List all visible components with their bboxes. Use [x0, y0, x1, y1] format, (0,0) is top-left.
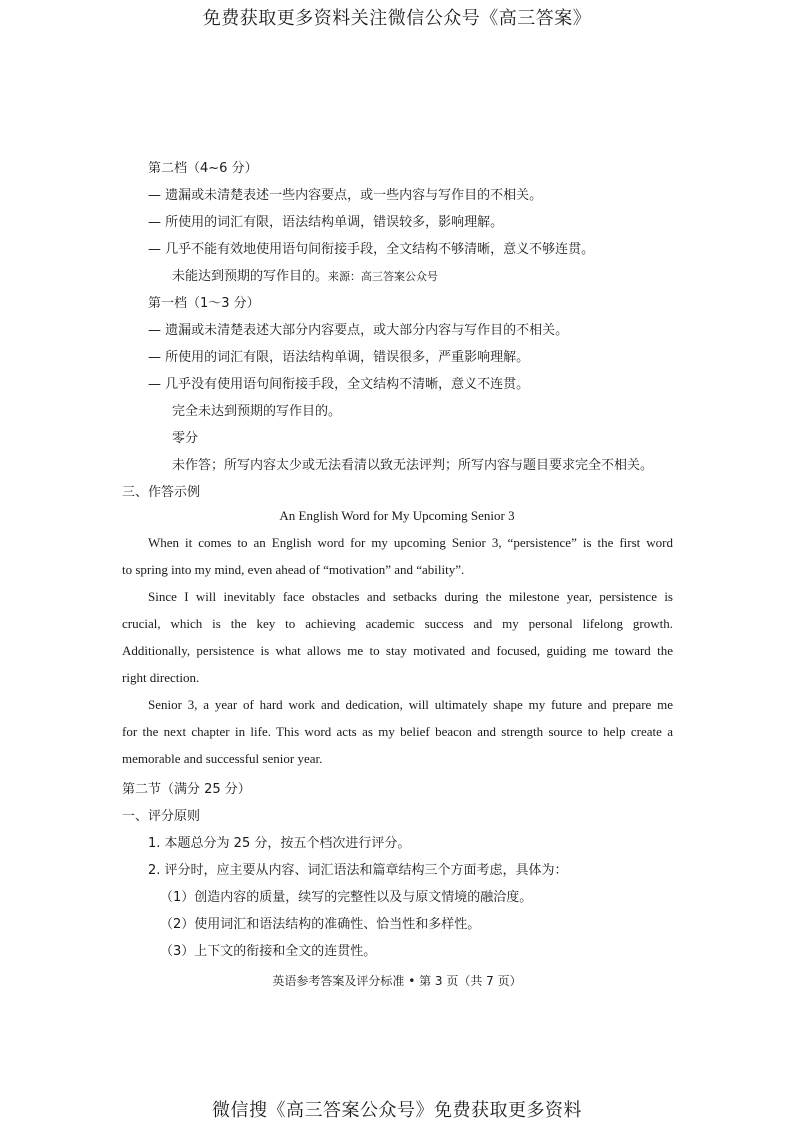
- principle-item-2: 2. 评分时，应主要从内容、词汇语法和篇章结构三个方面考虑，具体为：: [148, 863, 568, 878]
- grade1-note: 完全未达到预期的写作目的。: [172, 404, 342, 419]
- principle-item-1: 1. 本题总分为 25 分，按五个档次进行评分。: [148, 836, 411, 851]
- essay-line: right direction.: [122, 670, 200, 685]
- grade2-item-1: — 遗漏或未清楚表述一些内容要点，或一些内容与写作目的不相关。: [148, 188, 543, 203]
- zero-heading: 零分: [172, 431, 199, 446]
- section2-heading: 第二节（满分 25 分）: [122, 782, 251, 797]
- grade1-item-1: — 遗漏或未清楚表述大部分内容要点，或大部分内容与写作目的不相关。: [148, 323, 569, 338]
- essay-line: Senior 3, a year of hard work and dedication, will ultimately shape my future and prepare me: [148, 697, 673, 712]
- grade1-item-2: — 所使用的词汇有限，语法结构单调，错误很多，严重影响理解。: [148, 350, 530, 365]
- grade2-note-main: 未能达到预期的写作目的。: [172, 269, 329, 284]
- grade2-note: [172, 265, 438, 284]
- essay-line: to spring into my mind, even ahead of “motivation” and “ability”.: [122, 562, 465, 577]
- grade2-heading: 第二档（4~6 分）: [148, 161, 258, 176]
- essay-line: crucial, which is the key to achieving academic success and my personal lifelong growth.: [122, 616, 673, 631]
- zero-text: 未作答；所写内容太少或无法看清以致无法评判；所写内容与题目要求完全不相关。: [172, 458, 654, 473]
- principle-sub-item-2: （2）使用词汇和语法结构的准确性、恰当性和多样性。: [160, 917, 481, 932]
- grade1-heading: 第一档（1～3 分）: [148, 296, 260, 311]
- essay-line: for the next chapter in life. This word acts as my belief beacon and strength source to help create a: [122, 724, 673, 739]
- essay-line: memorable and successful senior year.: [122, 751, 323, 766]
- principle-heading: 一、评分原则: [122, 809, 201, 824]
- bottom-banner: 微信搜《高三答案公众号》免费获取更多资料: [212, 1100, 582, 1121]
- essay-title: An English Word for My Upcoming Senior 3: [279, 508, 515, 523]
- essay-line: Since I will inevitably face obstacles and setbacks during the milestone year, persistence is: [148, 589, 673, 604]
- source-note: 来源：高三答案公众号: [328, 270, 439, 283]
- top-banner: 免费获取更多资料关注微信公众号《高三答案》: [202, 8, 592, 29]
- grade1-item-3: — 几乎没有使用语句间衔接手段，全文结构不清晰，意义不连贯。: [148, 377, 530, 392]
- principle-sub-item-1: （1）创造内容的质量，续写的完整性以及与原文情境的融洽度。: [160, 890, 533, 905]
- essay-line: Additionally, persistence is what allows me to stay motivated and focused, guiding me toward the: [122, 643, 673, 658]
- grade2-item-2: — 所使用的词汇有限，语法结构单调，错误较多，影响理解。: [148, 215, 504, 230]
- page-footer: 英语参考答案及评分标准 • 第 3 页（共 7 页）: [272, 974, 522, 988]
- sample-heading: 三、作答示例: [122, 485, 201, 500]
- grade2-item-3: — 几乎不能有效地使用语句间衔接手段，全文结构不够清晰，意义不够连贯。: [148, 242, 595, 257]
- essay-line: When it comes to an English word for my upcoming Senior 3, “persistence” is the first word: [148, 535, 673, 550]
- principle-sub-item-3: （3）上下文的衔接和全文的连贯性。: [160, 944, 377, 959]
